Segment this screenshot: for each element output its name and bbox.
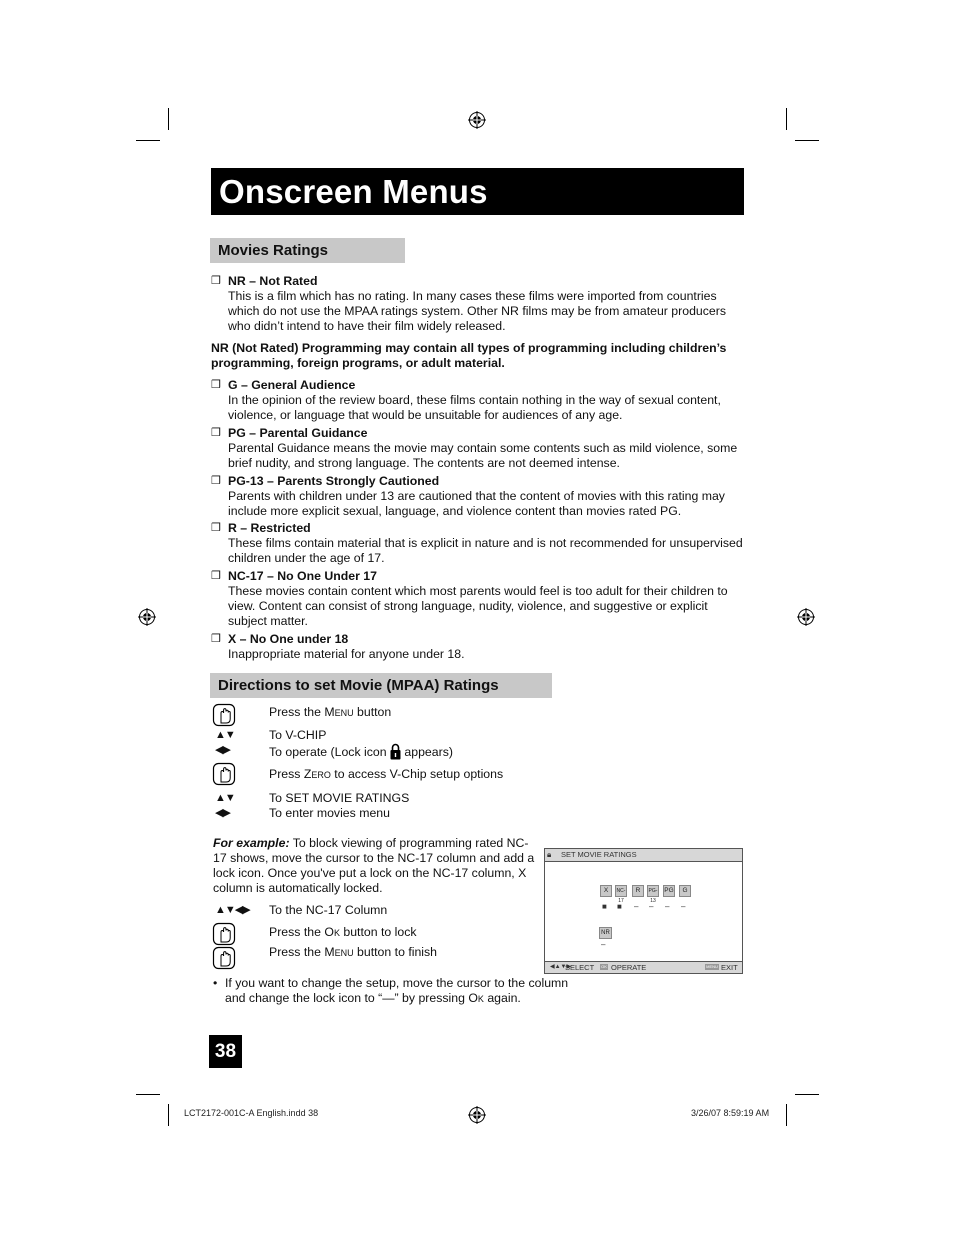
unlock-dash: – bbox=[634, 902, 639, 911]
menu-key-label: Menu bbox=[324, 945, 354, 959]
menu-key-label: Menu bbox=[324, 705, 354, 719]
step-press-zero bbox=[269, 767, 503, 782]
rating-heading: PG – Parental Guidance bbox=[228, 426, 368, 440]
section-heading-movies-ratings: Movies Ratings bbox=[210, 238, 405, 263]
rating-description: Inappropriate material for anyone under 18. bbox=[228, 647, 465, 661]
rating-nr-cell: NR bbox=[599, 927, 612, 939]
checkbox-bullet-icon: ❒ bbox=[211, 633, 221, 645]
rating-heading: G – General Audience bbox=[228, 378, 356, 392]
example-paragraph bbox=[213, 836, 535, 896]
press-button-hand-icon bbox=[212, 922, 236, 946]
example-text: To block viewing of programming rated NC-17 shows, move the cursor to the NC-17 column and add a lock icon. Once you've put a lock on the NC-17 column, X column is automatically locked. bbox=[213, 836, 535, 895]
checkbox-bullet-icon: ❒ bbox=[211, 570, 221, 582]
lock-icon: 🔒︎ bbox=[547, 850, 552, 859]
step-text: Press the bbox=[269, 925, 325, 939]
rating-description: This is a film which has no rating. In many cases these films were imported from countries which do not use the MPAA ratings system. Other NR films may be from amateur producers who didn’t intend to have their film widely released. bbox=[228, 289, 726, 333]
crop-mark bbox=[795, 140, 819, 141]
rating-heading: NR – Not Rated bbox=[228, 274, 318, 288]
rating-description: These movies contain content which most parents would feel is too adult for their children to view. Content can consist of strong language, nudity, violence, and suggestive or explicit subject matter. bbox=[228, 584, 728, 628]
rating-x-cell: X bbox=[600, 885, 612, 897]
footer-file-name: LCT2172-001C-A English.indd 38 bbox=[184, 1108, 319, 1118]
rating-description: These films contain material that is explicit in nature and is not recommended for unsupervised children under the age of 17. bbox=[228, 536, 743, 565]
checkbox-bullet-icon: ❒ bbox=[211, 475, 221, 487]
screen-title: SET MOVIE RATINGS bbox=[561, 850, 637, 859]
zero-key-label: Zero bbox=[303, 767, 331, 781]
step-text: appears) bbox=[401, 745, 453, 759]
lock-icon bbox=[390, 743, 401, 760]
rating-item-r bbox=[211, 521, 743, 566]
section-heading-directions: Directions to set Movie (MPAA) Ratings bbox=[210, 673, 552, 698]
operate-label: OPERATE bbox=[611, 963, 647, 972]
step-text: Press the bbox=[269, 705, 325, 719]
four-way-arrows-icon: ▲▼◀▶ bbox=[215, 904, 250, 916]
rating-item-nc17 bbox=[211, 569, 743, 629]
step-text: Press bbox=[269, 767, 304, 781]
unlock-dash: – bbox=[665, 902, 670, 911]
crop-mark bbox=[795, 1094, 819, 1095]
rating-description: In the opinion of the review board, these films contain nothing in the way of sexual content, violence, or language that would be unsuitable for audiences of any age. bbox=[228, 393, 721, 422]
rating-pg-cell: PG bbox=[663, 885, 675, 897]
ok-key-badge: OK bbox=[601, 964, 607, 969]
registration-mark-icon bbox=[468, 1106, 486, 1124]
menu-key-badge: MENU bbox=[706, 964, 718, 969]
rating-item-nr bbox=[211, 274, 743, 334]
step-text: button to finish bbox=[353, 945, 438, 959]
screen-footer-bar bbox=[545, 961, 742, 973]
up-down-arrows-icon: ▲▼ bbox=[215, 792, 235, 804]
step-text: button bbox=[353, 705, 392, 719]
rating-description: Parental Guidance means the movie may contain some contents such as mild violence, some brief nudity, and strong language. The contents are not deemed intense. bbox=[228, 441, 738, 470]
step-to-operate bbox=[269, 743, 453, 760]
rating-item-x bbox=[211, 632, 743, 662]
rating-nc17-cell: NC-17 bbox=[615, 885, 627, 897]
rating-heading: PG-13 – Parents Strongly Cautioned bbox=[228, 474, 440, 488]
unlock-dash: – bbox=[601, 940, 606, 949]
checkbox-bullet-icon: ❒ bbox=[211, 522, 221, 534]
left-right-arrows-icon: ◀▶ bbox=[215, 807, 230, 819]
checkbox-bullet-icon: ❒ bbox=[211, 427, 221, 439]
registration-mark-icon bbox=[468, 111, 486, 129]
crop-mark bbox=[136, 140, 160, 141]
exit-label: EXIT bbox=[721, 963, 738, 972]
example-step-press-menu bbox=[269, 945, 437, 960]
rating-heading: X – No One under 18 bbox=[228, 632, 349, 646]
crop-mark bbox=[168, 1104, 169, 1126]
left-right-arrows-icon: ◀▶ bbox=[215, 744, 230, 756]
example-step-press-ok bbox=[269, 925, 417, 940]
registration-mark-icon bbox=[138, 608, 156, 626]
checkbox-bullet-icon: ❒ bbox=[211, 379, 221, 391]
step-enter-movies-menu: To enter movies menu bbox=[269, 806, 390, 820]
example-lead: For example: bbox=[213, 836, 290, 850]
set-movie-ratings-screen bbox=[544, 848, 743, 974]
select-label: SELECT bbox=[565, 963, 595, 972]
nr-warning: NR (Not Rated) Programming may contain all types of programming including children’s programming, foreign programs, or adult material. bbox=[211, 341, 727, 370]
checkbox-bullet-icon: ❒ bbox=[211, 275, 221, 287]
step-text: button to lock bbox=[339, 925, 417, 939]
lock-icon: ■ bbox=[617, 902, 622, 911]
press-button-hand-icon bbox=[212, 946, 236, 970]
step-text: Press the bbox=[269, 945, 325, 959]
four-way-arrows-icon: ◀▲▼▶ bbox=[550, 964, 572, 970]
bullet: • bbox=[213, 976, 218, 990]
registration-mark-icon bbox=[797, 608, 815, 626]
note-text: If you want to change the setup, move the cursor to the column and change the lock icon to “—” by pressing bbox=[225, 976, 569, 1005]
crop-mark bbox=[786, 1104, 787, 1126]
lock-icon: ■ bbox=[602, 902, 607, 911]
step-set-movie-ratings: To SET MOVIE RATINGS bbox=[269, 791, 410, 805]
rating-item-pg13 bbox=[211, 474, 743, 519]
page-number: 38 bbox=[209, 1035, 242, 1068]
page-title: Onscreen Menus bbox=[211, 168, 744, 215]
rating-description: Parents with children under 13 are cautioned that the content of movies with this rating may include more explicit sexual, language, and violence content than movies rated PG. bbox=[228, 489, 725, 518]
rating-heading: R – Restricted bbox=[228, 521, 311, 535]
rating-item-pg bbox=[211, 426, 743, 471]
crop-mark bbox=[136, 1094, 160, 1095]
screen-title-bar bbox=[545, 849, 742, 862]
change-setup-note bbox=[225, 976, 585, 1006]
ok-key-label: Ok bbox=[468, 991, 484, 1005]
crop-mark bbox=[786, 108, 787, 130]
up-down-arrows-icon: ▲▼ bbox=[215, 729, 235, 741]
crop-mark bbox=[168, 108, 169, 130]
step-to-vchip: To V-CHIP bbox=[269, 728, 327, 742]
step-press-menu bbox=[269, 705, 391, 720]
press-button-hand-icon bbox=[212, 703, 236, 727]
rating-r-cell: R bbox=[632, 885, 644, 897]
note-text: again. bbox=[483, 991, 521, 1005]
rating-pg13-cell: PG-13 bbox=[647, 885, 659, 897]
rating-item-g bbox=[211, 378, 743, 423]
unlock-dash: – bbox=[649, 902, 654, 911]
footer-timestamp: 3/26/07 8:59:19 AM bbox=[691, 1108, 770, 1118]
press-button-hand-icon bbox=[212, 762, 236, 786]
step-text: To operate (Lock icon bbox=[269, 745, 390, 759]
ok-key-label: Ok bbox=[324, 925, 340, 939]
rating-heading: NC-17 – No One Under 17 bbox=[228, 569, 377, 583]
unlock-dash: – bbox=[681, 902, 686, 911]
example-step-nc17: To the NC-17 Column bbox=[269, 903, 388, 917]
rating-g-cell: G bbox=[679, 885, 691, 897]
step-text: to access V-Chip setup options bbox=[330, 767, 504, 781]
